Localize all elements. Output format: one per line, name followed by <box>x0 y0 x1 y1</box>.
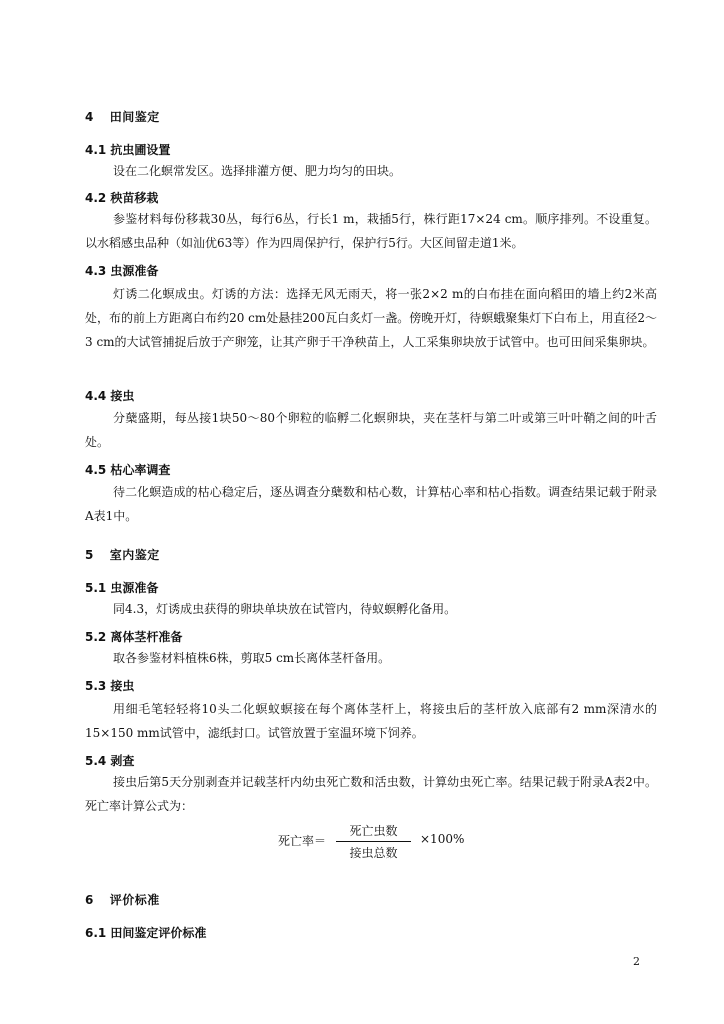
section-5-1-paragraph: 同4.3，灯诱成虫获得的卵块单块放在试管内，待蚁螟孵化备用。 <box>113 602 457 616</box>
section-5-2-heading: 5.2 离体茎杆准备 <box>85 630 183 644</box>
section-5-4-paragraph: 接虫后第5天分别剥查并记载茎杆内幼虫死亡数和活虫数，计算幼虫死亡率。结果记载于附录A表2中。死亡率计算公式为： <box>85 775 657 813</box>
formula-denominator: 接虫总数 <box>349 846 398 860</box>
section-5-1-heading: 5.1 虫源准备 <box>85 581 159 595</box>
formula-factor: ×100% <box>420 832 465 846</box>
section-number: 6 <box>85 893 94 907</box>
section-number: 5 <box>85 548 94 562</box>
section-4-3-heading: 4.3 虫源准备 <box>85 264 159 278</box>
section-6-1-heading: 6.1 田间鉴定评价标准 <box>85 926 207 940</box>
page-number: 2 <box>633 955 640 968</box>
section-6-heading <box>85 891 160 908</box>
formula-numerator: 死亡虫数 <box>349 824 398 838</box>
section-4-heading <box>85 108 160 125</box>
section-4-1-paragraph: 设在二化螟常发区。选择排灌方便、肥力均匀的田块。 <box>113 164 402 178</box>
formula-fraction <box>336 822 411 862</box>
section-4-3-paragraph: 灯诱二化螟成虫。灯诱的方法：选择无风无雨天，将一张2×2 m的白布挂在面向稻田的墙上约2米高处，布的前上方距离白布约20 cm处悬挂200瓦白炙灯一盏。傍晚开灯，待螟蛾聚集灯下白布上，用直径2～3 cm的大试管捕捉后放于产卵笼，让其产卵于干净秧苗上，人工采集卵块放于试管中。也可田间采集卵块。 <box>85 287 657 349</box>
section-5-3-heading: 5.3 接虫 <box>85 679 135 693</box>
section-title: 室内鉴定 <box>109 548 160 562</box>
section-4-5-heading: 4.5 枯心率调查 <box>85 463 171 477</box>
section-5-heading <box>85 546 160 563</box>
fraction-bar <box>336 841 411 842</box>
section-5-3-paragraph: 用细毛笔轻轻将10头二化螟蚁螟接在每个离体茎杆上，将接虫后的茎杆放入底部有2 mm深清水的15×150 mm试管中，滤纸封口。试管放置于室温环境下饲养。 <box>85 702 657 740</box>
section-4-1-heading: 4.1 抗虫圃设置 <box>85 143 171 157</box>
section-title: 评价标准 <box>109 893 160 907</box>
mortality-formula <box>278 822 478 862</box>
section-title: 田间鉴定 <box>109 110 160 124</box>
formula-lhs: 死亡率＝ <box>278 834 327 848</box>
section-number: 4 <box>85 110 94 124</box>
section-5-4-heading: 5.4 剥查 <box>85 754 135 768</box>
section-4-2-paragraph: 参鉴材料每份移栽30丛，每行6丛，行长1 m，栽插5行，株行距17×24 cm。顺序排列。不设重复。以水稻感虫品种（如汕优63等）作为四周保护行，保护行5行。大区间留走道1米。 <box>85 212 657 250</box>
section-4-4-paragraph: 分蘖盛期，每丛接1块50～80个卵粒的临孵二化螟卵块，夹在茎杆与第二叶或第三叶叶鞘之间的叶舌处。 <box>85 411 657 449</box>
section-4-5-paragraph: 待二化螟造成的枯心稳定后，逐丛调查分蘖数和枯心数，计算枯心率和枯心指数。调查结果记载于附录A表1中。 <box>85 485 657 523</box>
section-4-2-heading: 4.2 秧苗移栽 <box>85 191 159 205</box>
section-4-4-heading: 4.4 接虫 <box>85 389 135 403</box>
section-5-2-paragraph: 取各参鉴材料植株6株，剪取5 cm长离体茎杆备用。 <box>113 651 391 665</box>
